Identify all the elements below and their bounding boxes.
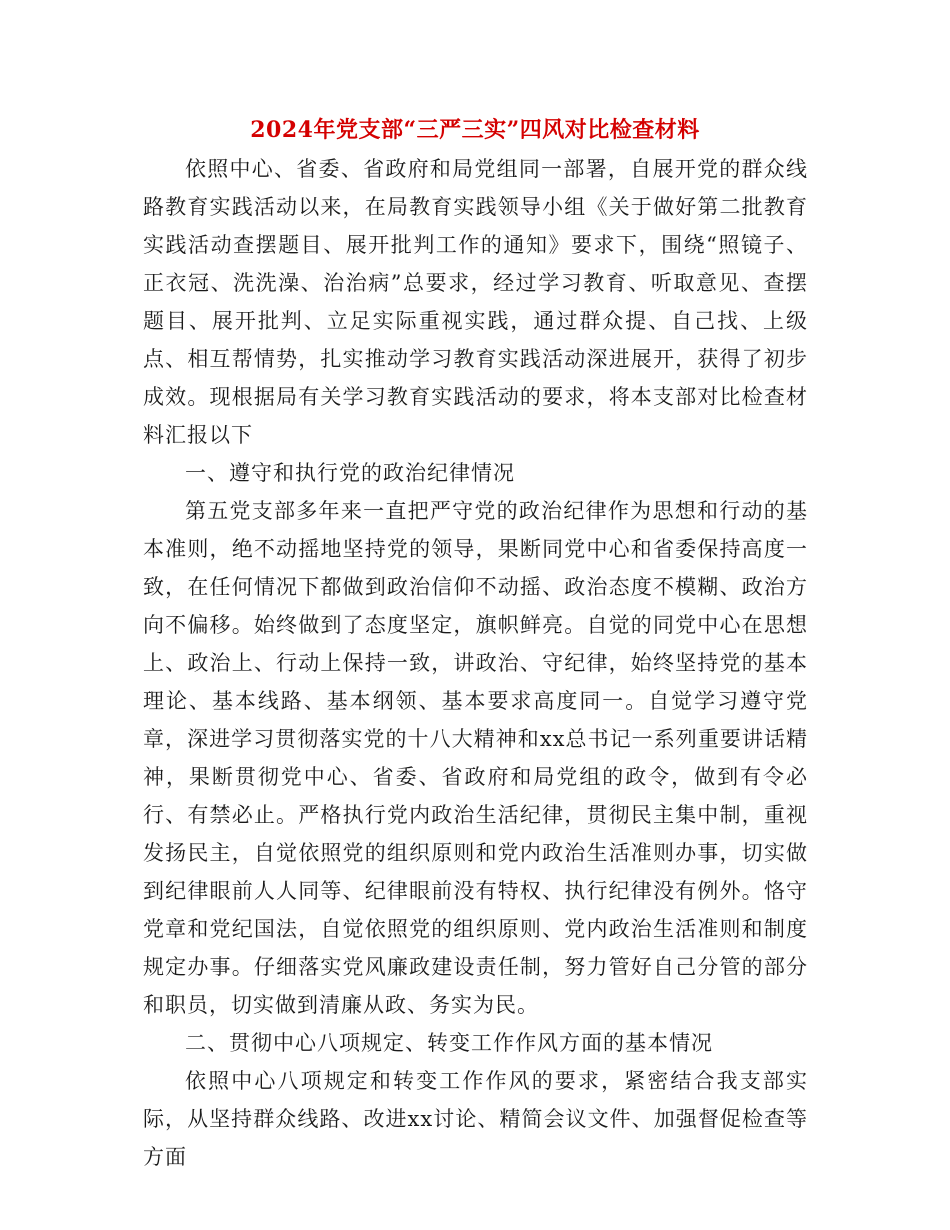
section-heading-1: 一、遵守和执行党的政治纪律情况 xyxy=(185,461,515,485)
section-heading-2: 二、贯彻中心八项规定、转变工作作风方面的基本情况 xyxy=(185,1031,713,1055)
paragraph-section-1: 第五党支部多年来一直把严守党的政治纪律作为思想和行动的基本准则，绝不动摇地坚持党的领导，果断同党中心和省委保持高度一致，在任何情况下都做到政治信仰不动摇、政治态度不模糊、政治方向不偏移。始终做到了态度坚定，旗帜鲜亮。自觉的同党中心在思想上、政治上、行动上保持一致，讲政治、守纪律，始终坚持党的基本理论、基本线路、基本纲领、基本要求高度同一。自觉学习遵守党章，深进学习贯彻落实党的十八大精神和xx总书记一系列重要讲话精神，果断贯彻党中心、省委、省政府和局党组的政令，做到有令必行、有禁必止。严格执行党内政治生活纪律，贯彻民主集中制，重视发扬民主，自觉依照党的组织原则和党内政治生活准则办事，切实做到纪律眼前人人同等、纪律眼前没有特权、执行纪律没有例外。恪守党章和党纪国法，自觉依照党的组织原则、党内政治生活准则和制度规定办事。仔细落实党风廉政建设责任制，努力管好自己分管的部分和职员，切实做到清廉从政、务实为民。 xyxy=(143,499,808,1017)
document-body xyxy=(143,150,808,1176)
paragraph-section-2: 依照中心八项规定和转变工作作风的要求，紧密结合我支部实际，从坚持群众线路、改进xx讨论、精简会议文件、加强督促检查等方面 xyxy=(143,1069,808,1169)
paragraph-intro: 依照中心、省委、省政府和局党组同一部署，自展开党的群众线路教育实践活动以来，在局教育实践领导小组《关于做好第二批教育实践活动查摆题目、展开批判工作的通知》要求下，围绕“照镜子、正衣冠、洗洗澡、治治病”总要求，经过学习教育、听取意见、查摆题目、展开批判、立足实际重视实践，通过群众提、自己找、上级点、相互帮情势，扎实推动学习教育实践活动深进展开，获得了初步成效。现根据局有关学习教育实践活动的要求，将本支部对比检查材料汇报以下 xyxy=(143,157,808,447)
document-title: 2024年党支部“三严三实”四风对比检查材料 xyxy=(250,117,700,143)
